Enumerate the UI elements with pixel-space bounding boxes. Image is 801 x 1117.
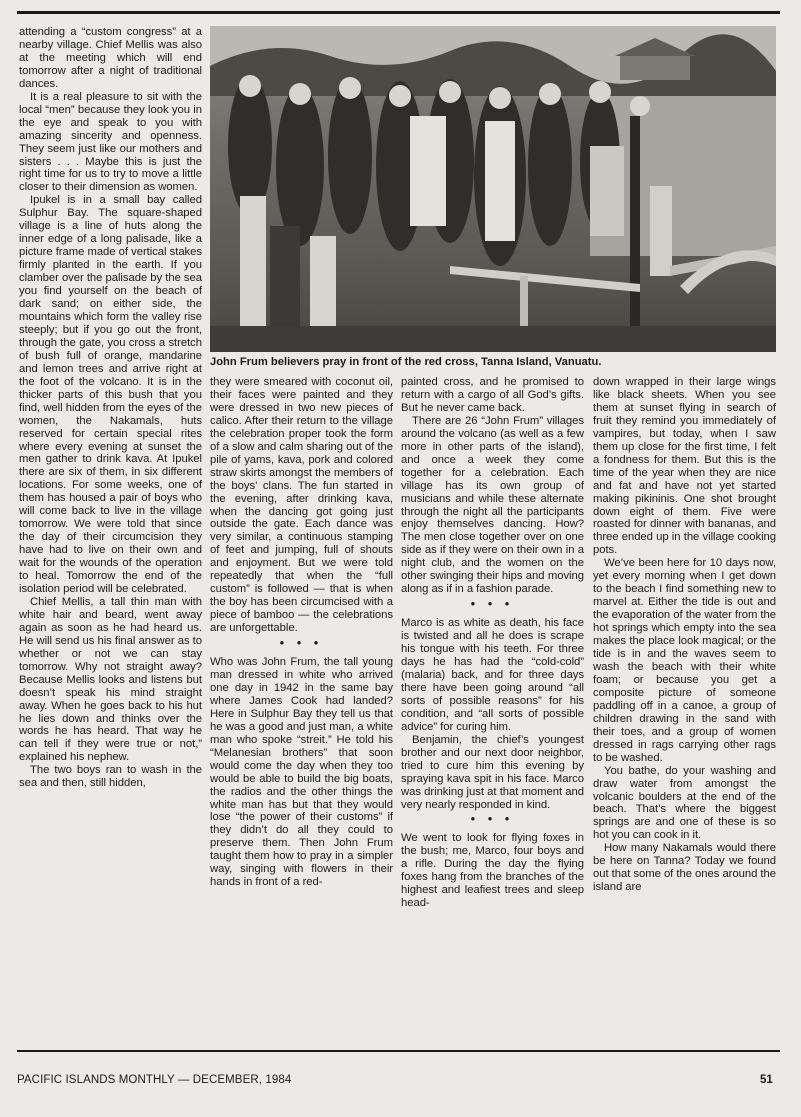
paragraph: Benjamin, the chief’s youngest brother and our next door neighbor, tried to cure him this evening by spraying kava spit in his face. Marco was drinking just at that moment and very nearly responded in kind. xyxy=(401,733,584,811)
photo-john-frum-believers xyxy=(210,26,776,352)
paragraph: It is a real pleasure to sit with the local “men” because they look you in the eye and speak to you with amazing sincerity and openness. They seem just like our mothers and sisters . . . Maybe this is just the right time for us to try to move a little closer to their dimension as women. xyxy=(19,90,202,194)
footer-publication: PACIFIC ISLANDS MONTHLY — DECEMBER, 1984 xyxy=(17,1074,292,1086)
paragraph: How many Nakamals would there be here on Tanna? Today we found out that some of the ones around the island are xyxy=(593,842,776,894)
paragraph: The two boys ran to wash in the sea and then, still hidden, xyxy=(19,764,202,790)
page-number: 51 xyxy=(760,1074,773,1086)
paragraph: down wrapped in their large wings like black sheets. When you see them at sunset flying in search of fruit they remind you immediately of vampires, but today, when I saw them up close for the first time, I felt a fondness for them. But this is the time of the year when they are nice and fat and have not yet started making pikininis. One shot brought down eight of them. Five were roasted for dinner with bananas, and three ended up in the village cooking pots. xyxy=(593,376,776,557)
column-1 xyxy=(19,26,202,790)
paragraph: We went to look for flying foxes in the bush; me, Marco, four boys and a rifle. During the day the flying foxes hang from the branches of the highest and leafiest trees and sleep head- xyxy=(401,832,584,910)
paragraph: There are 26 “John Frum” villages around the volcano (as well as a few more in other parts of the island), and once a week they come together for a celebration. Each village has its own group of musicians and while these alternate through the night all the participants enjoy themselves dancing. How? The men close together over on one side as if they were on their own in a night club, and the women on the other swinging their hips and moving along as if in a fashion parade. xyxy=(401,414,584,596)
bottom-rule xyxy=(17,1050,780,1052)
paragraph: Marco is as white as death, his face is twisted and all he does is scrape his tongue with his teeth. For three days he has had the “cold-cold” (malaria) back, and for three days there have been going around “all sorts of possible reasons” for his condition, and “all sorts of possible advice” for curing him. xyxy=(401,617,584,733)
section-separator: ● ● ● xyxy=(470,814,515,824)
paragraph: they were smeared with coconut oil, their faces were painted and they were dressed in two new pieces of calico. After their return to the village the celebration proper took the form of a slow and calm sharing out of the pile of yams, kava, pork and colored straw skirts amongst the members of the boys’ clans. The fun started in the evening, after drinking kava, when the dancing got going just outside the gate. Each dance was very similar, a continuous stamping of feet and jumping, full of shouts and enjoyment. But we were told repeatedly that when the “full custom” is followed — that is when the boy has been circumcised with a piece of bamboo — the celebrations are unforgettable. xyxy=(210,376,393,635)
column-3 xyxy=(401,376,584,910)
paragraph: Who was John Frum, the tall young man dressed in white who arrived one day in 1942 in the same bay where James Cook had landed? Here in Sulphur Bay they tell us that he was a good and just man, a white man who spoke “streit.” He told his “Melanesian brothers” that soon would come the day when they too would be able to build the big boats, the radios and the other things the white man has but that they would lose “the power of their customs” if they didn’t do all they could to preserve them. Then John Frum taught them how to pray in a simpler way, singing with flowers in their hands in front of a red- xyxy=(210,656,393,889)
photo-caption: John Frum believers pray in front of the red cross, Tanna Island, Vanuatu. xyxy=(210,356,602,368)
paragraph: painted cross, and he promised to return with a cargo of all God’s gifts. But he never came back. xyxy=(401,376,584,414)
section-separator: ● ● ● xyxy=(470,599,515,609)
paragraph: Ipukel is in a small bay called Sulphur Bay. The square-shaped village is a line of huts along the inner edge of a long palisade, like a picture frame made of vertical stakes firmly planted in the earth. If you clamber over the palisade by the sea you find yourself on the beach of dark sand; on either side, the mountains which form the valley rise steeply; but if you go out the front, through the gate, you cross a stretch of bush full of orange, mandarine and lemon trees and arrive right at the foot of the volcano. It is in the thicker parts of this bush that you find, well hidden from the eyes of the women, the Nakamals, huts reserved for certain special rites where every evening at sunset the men gather to drink kava. At Ipukel there are six of them, in six different locations. For some weeks, one of them has housed a pair of boys who will come back to live in the village tomorrow. We were told that since the day of their circumcision they have had to live on their own and wait for the wounds of the operation to heal. Tomorrow the end of the isolation period will be celebrated. xyxy=(19,194,202,595)
paragraph: You bathe, do your washing and draw water from amongst the volcanic boulders at the end of the beach. That’s where the biggest springs are and one of these is so hot you can cook in it. xyxy=(593,764,776,842)
section-separator: ● ● ● xyxy=(279,638,324,648)
photo-illustration xyxy=(210,26,776,352)
paragraph: Chief Mellis, a tall thin man with white hair and beard, went away again as soon as he had heard us. He will send us his final answer as to whether or not we can stay tomorrow. Why not straight away? Because Mellis looks and listens but doesn’t speak his mind straight away. When he goes back to his hut he lies down and thinks over the words he has heard. That way he can tell if they were true or not,” explained his nephew. xyxy=(19,595,202,764)
paragraph: We’ve been here for 10 days now, yet every morning when I get down to the beach I find something new to marvel at. Either the tide is out and the evaporation of the water from the hot springs which empty into the sea makes the place look magical; or the tide is in and the waves seem to wash the beach with their white foam; or because you get a composite picture of someone paddling off in a canoe, a group of children drawing in the sand with their toes, and a group of women dressed in rags carrying other rags to be washed. xyxy=(593,557,776,764)
paragraph: attending a “custom congress” at a nearby village. Chief Mellis was also at the meeting which will end tomorrow after a night of traditional dances. xyxy=(19,26,202,90)
column-4 xyxy=(593,376,776,894)
column-2 xyxy=(210,376,393,889)
top-rule xyxy=(17,11,780,14)
